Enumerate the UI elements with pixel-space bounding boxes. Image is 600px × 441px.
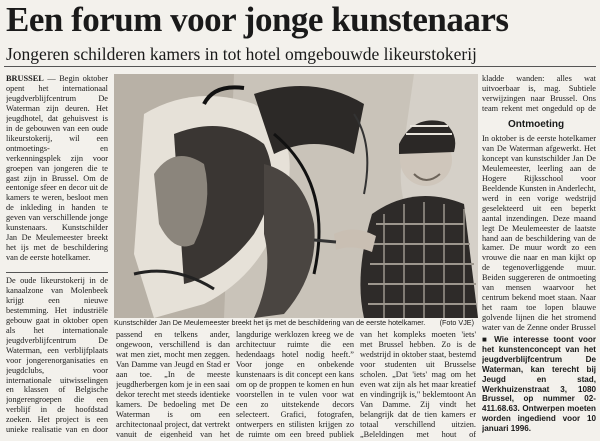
bottom-column-1: passend en telkens ander, ongewoon, verschillend is dan wat men ziet, mocht men zeggen. Van Damme van Jeugd en Stad er aan toe. „In de meeste jeugdherbergen kom je in een saai dekor terecht met steeds identieke kamers. De bedoeling met De Waterman is om een architectonaal project, dat vertrekt vanuit de eigenheid van het (116, 330, 230, 438)
intro-column (6, 74, 108, 270)
caption-text: Kunstschilder Jan De Meulemeester breekt het ijs met de beschildering van de eerste hotelkamer. (114, 318, 426, 327)
column-1-lower: De oude likeurstokerij in de kanaalzone van Molenbeek krijgt een nieuwe bestemming. Het industriële gebouw gaat in oktober open als het internationale jeugdverblijfcentrum De Waterman, een verblijfplaats voor jongerenorganisaties en jeugdclubs, voor internationale uitwisselingen en klassen of Belgische jongerengroepen die een verblijf in de hoofdstad zoeken. Het project is een unieke realisatie van en door (6, 276, 108, 435)
bottom-column-2: langdurige werklozen kreeg we de architectuur ruimte die een hedendaags hotel nodig heeft.” Voor jonge en onbekende kunstenaars is dit concept een kans om op de proppen te komen en hun voorstellen in te vulen voor wat een zo uitstekende decors selecteert. Grafici, fotografen, ontwerpers en stilisten krijgen zo de ruimte om een breed publiek (236, 330, 354, 438)
dateline: BRUSSEL (6, 74, 44, 83)
headline: Een forum voor jonge kunstenaars (6, 0, 509, 39)
photo-credit: (Foto VJE) (439, 318, 474, 327)
column-4-top: kladde wanden: alles wat uitvoerbaar is, mag. Subtiele verwijzingen naar Brussel. Ons team rekent met ongeduld op de (482, 74, 596, 113)
subheadline-rule (4, 66, 596, 67)
subheadline: Jongeren schilderen kamers in tot hotel omgebouwde likeurstokerij (6, 44, 477, 64)
ontmoeting-subtitle: Ontmoeting (508, 119, 565, 130)
painter-photo (114, 74, 478, 318)
ontmoeting-text: In oktober is de eerste hotelkamer van De Waterman afgewerkt. Het koncept van kunstschilder Jan De Meulemeester, leerling aan de Hogere Rijksschool voor Beeldende Kunsten in Anderlecht, werd in een vorige wedstrijd geselekteerd uit een beperkt aantal inzendingen. Deze maand legt De Meulemeester de laatste hand aan de beschildering van de kamer. De muur wordt zo een vrouwe die naar en man kijkt op de tegenoverliggende muur. Beiden suggereren de ontmoeting van mensen waarvoor het centrum bekend moet staan. Naar het raam toe lopen blauwe golvende lijnen die het stromend water van de Zenne onder Brussel (482, 134, 596, 332)
bottom-column-3: van het kompleks moeten 'iets' met Brussel hebben. Zo is de wedstrijd in oktober staat, bestemd voor studenten uit Brusselse scholen. „Dat 'iets' mag om het even wat zijn als het maar kreatief en vindingrijk is," beklemtoont An Van Damme. Zij vindt het belangrijk dat de tien kamers er totaal verschillend uitzien. „Beleldingen met hout of (360, 330, 476, 438)
intro-rule (6, 272, 108, 273)
photo-caption (114, 318, 478, 328)
info-box: ■ Wie interesse toont voor het kunstenconcept van het jeugdverblijfcentrum De Waterman, kan terecht bij Jeugd en stad, Werkhuizenstraat 3, 1080 Brussel, op nummer 02-411.68.63. Ontwerpen moeten worden ingediend voor 10 januari 1996. (482, 335, 596, 434)
intro-text: — Begin oktober opent het internationaal jeugdverblijfcentrum De Waterman zijn deuren. Het jeugdhotel, dat gehuisvest is in de gebouwen van een oude likeurstokerij, wil een ontmoetings- en verkenningsplek zijn voor groepen van jongeren die te gast zijn in Brussel. Om de eentonige sfeer en decor uit de kamers te weren, besloot men de inkleding in handen te geven van verschillende jonge kunstenaars. Kunstschilder Jan De Meulemeester breekt het ijs met de beschildering van de eerste hotelkamer. (6, 74, 108, 263)
